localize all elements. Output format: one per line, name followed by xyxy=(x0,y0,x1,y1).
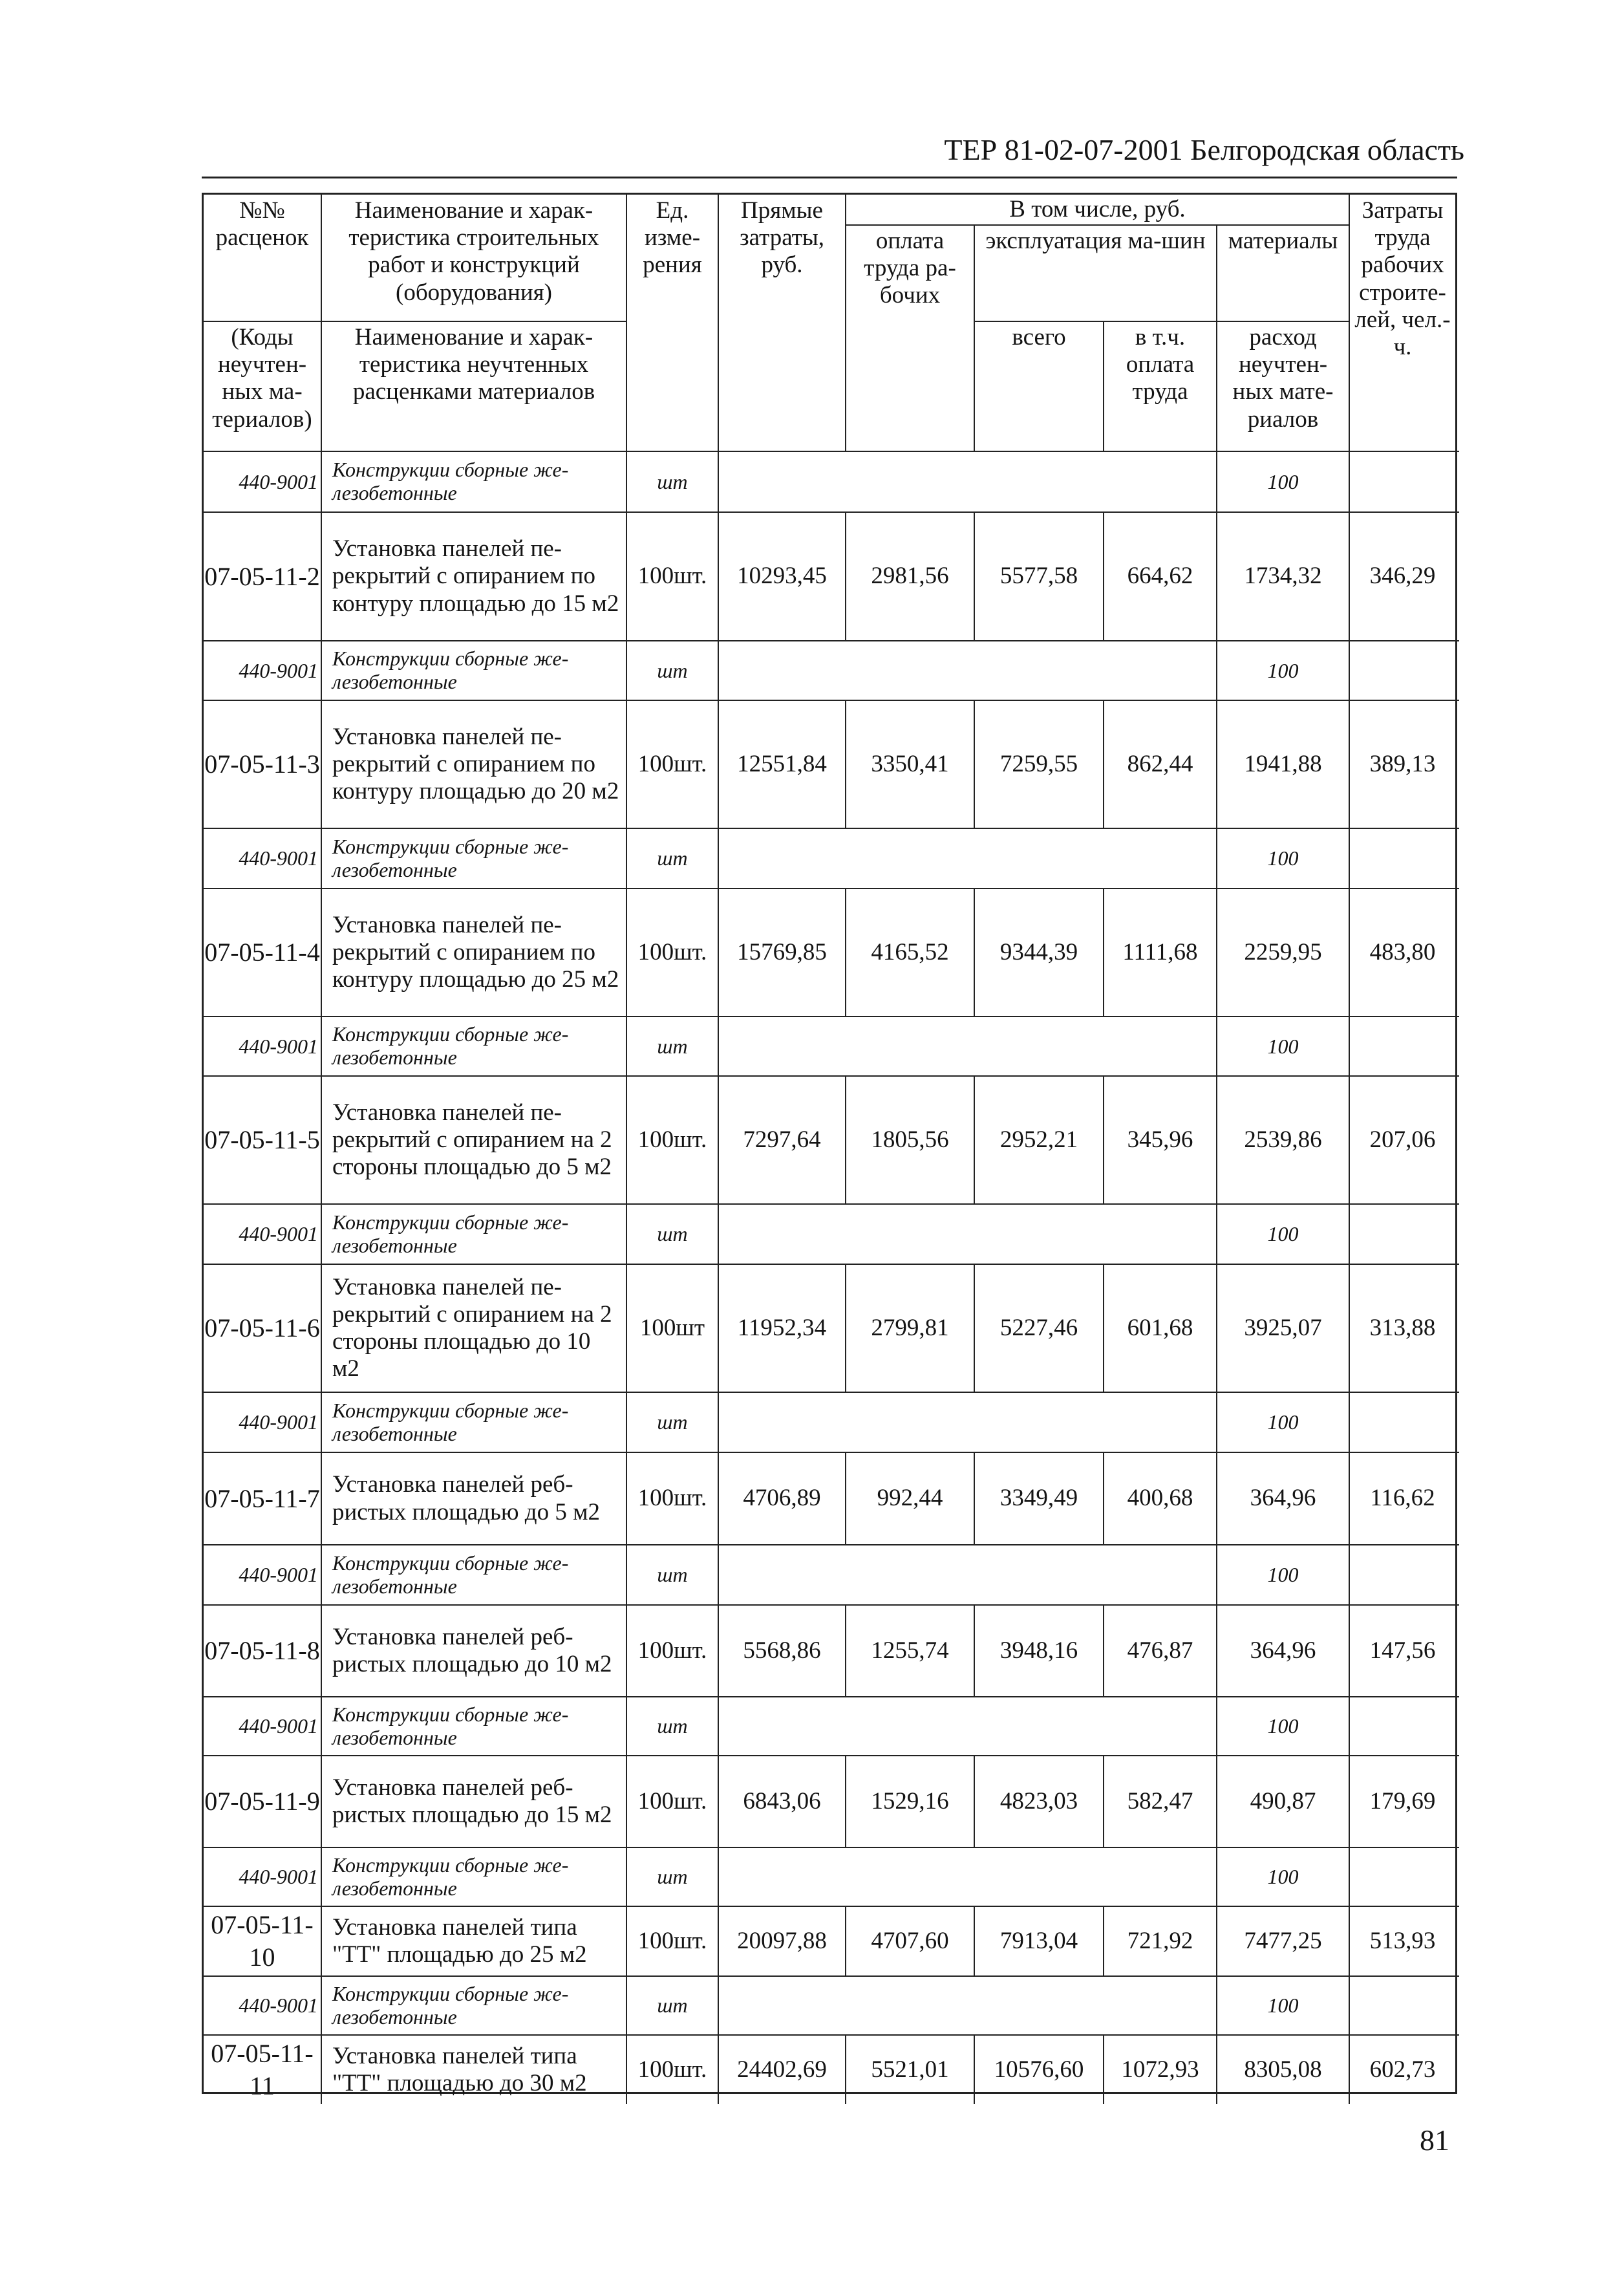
grid-line xyxy=(1349,1545,1350,1604)
worker-pay: 992,44 xyxy=(877,1485,943,1512)
worker-pay: 2981,56 xyxy=(871,563,949,590)
grid-line xyxy=(1216,1756,1217,1847)
material-code: 440-9001 xyxy=(239,1222,318,1246)
grid-line xyxy=(1216,1017,1217,1075)
work-name: Установка панелей пе-рекрытий с опиранием на 2 стороны площадью до 10 м2 xyxy=(332,1273,612,1383)
material-unit: шт xyxy=(657,1410,688,1434)
unit-value: 100шт. xyxy=(637,1126,707,1153)
direct-cost: 7297,64 xyxy=(743,1126,821,1153)
material-unit: шт xyxy=(657,1034,688,1058)
rate-code: 07-05-11-11 xyxy=(211,2039,314,2100)
grid-line xyxy=(718,1848,719,1906)
material-name: Конструкции сборные же-лезобетонные xyxy=(332,1853,569,1900)
unit-value: 100шт. xyxy=(637,938,707,965)
header-materials: материалы xyxy=(1228,228,1338,254)
rate-code: 07-05-11-4 xyxy=(204,938,320,967)
grid-line xyxy=(1349,452,1350,511)
grid-line xyxy=(321,701,322,828)
material-code: 440-9001 xyxy=(239,658,318,682)
grid-line xyxy=(1349,1977,1350,2034)
grid-line xyxy=(321,1393,322,1452)
header-incl-pay: в т.ч. оплата труда xyxy=(1126,324,1195,405)
grid-line xyxy=(321,1077,322,1203)
material-unit: шт xyxy=(657,846,688,870)
material-code: 440-9001 xyxy=(239,1714,318,1738)
material-name: Конструкции сборные же-лезобетонные xyxy=(332,1210,569,1257)
grid-line xyxy=(1103,513,1104,640)
labor-cost: 389,13 xyxy=(1369,750,1436,777)
labor-cost: 207,06 xyxy=(1369,1126,1436,1153)
grid-line xyxy=(1349,2036,1350,2104)
material-name: Конструкции сборные же-лезобетонные xyxy=(332,834,569,881)
grid-line xyxy=(626,829,627,888)
grid-line xyxy=(718,889,719,1016)
material-name: Конструкции сборные же-лезобетонные xyxy=(332,1981,569,2029)
grid-line xyxy=(845,224,1349,226)
material-name: Конструкции сборные же-лезобетонные xyxy=(332,458,569,504)
grid-line xyxy=(1349,829,1350,888)
grid-line xyxy=(1349,1265,1350,1392)
work-name: Установка панелей пе-рекрытий с опиранием по контуру площадью до 25 м2 xyxy=(332,911,619,993)
rates-table xyxy=(202,193,1457,2100)
material-name: Конструкции сборные же-лезобетонные xyxy=(332,1398,569,1445)
grid-line xyxy=(626,1545,627,1604)
material-name: Конструкции сборные же-лезобетонные xyxy=(332,1702,569,1749)
work-name: Установка панелей реб-ристых площадью до 5 м2 xyxy=(332,1471,601,1525)
grid-line xyxy=(626,1977,627,2034)
grid-line xyxy=(626,1697,627,1755)
header-codes: (Коды неучтен-ных ма-териалов) xyxy=(212,324,312,433)
machines-total: 9344,39 xyxy=(999,938,1078,965)
worker-pay: 4707,60 xyxy=(871,1927,949,1954)
material-code: 440-9001 xyxy=(239,1865,318,1889)
grid-line xyxy=(626,1756,627,1847)
direct-cost: 10293,45 xyxy=(737,563,827,590)
grid-line xyxy=(845,701,846,828)
worker-pay: 3350,41 xyxy=(871,750,949,777)
worker-pay: 1805,56 xyxy=(871,1126,949,1153)
materials-cost: 1941,88 xyxy=(1244,750,1322,777)
unit-value: 100шт. xyxy=(637,1637,707,1664)
work-name: Установка панелей типа "ТТ" площадью до 25 м2 xyxy=(332,1913,587,1968)
machines-total: 2952,21 xyxy=(999,1126,1078,1153)
header-unit: Ед. изме-рения xyxy=(643,197,702,279)
grid-line xyxy=(1216,1205,1217,1264)
grid-line xyxy=(1349,1453,1350,1544)
material-qty: 100 xyxy=(1267,1034,1299,1058)
material-unit: шт xyxy=(657,1563,688,1587)
grid-line xyxy=(974,1606,975,1696)
grid-line xyxy=(1216,1393,1217,1452)
grid-line xyxy=(626,1077,627,1203)
rate-code: 07-05-11-8 xyxy=(204,1636,320,1665)
header-all: всего xyxy=(1012,324,1066,350)
grid-line xyxy=(626,2036,627,2104)
grid-line xyxy=(1103,889,1104,1016)
header-material-consumption: расход неучтен-ных мате-риалов xyxy=(1232,324,1334,433)
material-qty: 100 xyxy=(1267,1222,1299,1246)
grid-line xyxy=(1103,1756,1104,1847)
grid-line xyxy=(1216,1977,1217,2034)
header-name: Наименование и харак-теристика строительных работ и конструкций (оборудования) xyxy=(348,197,599,306)
machines-total: 3349,49 xyxy=(999,1485,1078,1512)
grid-line xyxy=(321,1205,322,1264)
worker-pay: 5521,01 xyxy=(871,2056,949,2083)
labor-cost: 346,29 xyxy=(1369,563,1436,590)
rate-code: 07-05-11-5 xyxy=(204,1125,320,1154)
grid-line xyxy=(1349,1697,1350,1755)
header-num-line2: расценок xyxy=(215,224,309,252)
grid-line xyxy=(1103,2036,1104,2104)
grid-line xyxy=(974,1265,975,1392)
rate-code: 07-05-11-10 xyxy=(211,1910,314,1972)
worker-pay: 1255,74 xyxy=(871,1637,949,1664)
grid-line xyxy=(1349,1393,1350,1452)
material-unit: шт xyxy=(657,1714,688,1738)
grid-line xyxy=(626,195,627,451)
grid-line xyxy=(718,1606,719,1696)
direct-cost: 5568,86 xyxy=(743,1637,821,1664)
header-pay: оплата труда ра-бочих xyxy=(864,228,956,309)
material-qty: 100 xyxy=(1267,658,1299,682)
grid-line xyxy=(321,1265,322,1392)
header-material-name: Наименование и харак-теристика неучтенных расценками материалов xyxy=(352,324,595,405)
document-header: ТЕР 81-02-07-2001 Белгородская область xyxy=(944,133,1464,166)
grid-line xyxy=(1103,1077,1104,1203)
machines-total: 3948,16 xyxy=(999,1637,1078,1664)
grid-line xyxy=(974,513,975,640)
grid-line xyxy=(718,1205,719,1264)
grid-line xyxy=(321,195,322,451)
grid-line xyxy=(1216,2036,1217,2104)
grid-line xyxy=(321,452,322,511)
grid-line xyxy=(1216,1848,1217,1906)
machines-total: 4823,03 xyxy=(999,1787,1078,1814)
unit-value: 100шт. xyxy=(637,750,707,777)
grid-line xyxy=(718,1756,719,1847)
unit-value: 100шт. xyxy=(637,1485,707,1512)
header-rule xyxy=(202,177,1457,178)
grid-line xyxy=(1216,1265,1217,1392)
machines-pay: 601,68 xyxy=(1127,1314,1193,1341)
rate-code: 07-05-11-7 xyxy=(204,1483,320,1513)
material-code: 440-9001 xyxy=(239,1563,318,1587)
grid-line xyxy=(718,1077,719,1203)
machines-pay: 345,96 xyxy=(1127,1126,1193,1153)
grid-line xyxy=(1103,1907,1104,1975)
machines-pay: 1111,68 xyxy=(1122,938,1198,965)
material-unit: шт xyxy=(657,658,688,682)
grid-line xyxy=(1216,1545,1217,1604)
work-name: Установка панелей пе-рекрытий с опиранием на 2 стороны площадью до 5 м2 xyxy=(332,1099,612,1181)
direct-cost: 20097,88 xyxy=(737,1927,827,1954)
machines-total: 7259,55 xyxy=(999,750,1078,777)
materials-cost: 8305,08 xyxy=(1244,2056,1322,2083)
unit-value: 100шт xyxy=(639,1314,705,1341)
grid-line xyxy=(1216,641,1217,700)
grid-line xyxy=(1103,321,1104,451)
grid-line xyxy=(321,1907,322,1975)
grid-line xyxy=(845,513,846,640)
grid-line xyxy=(321,889,322,1016)
grid-line xyxy=(718,1265,719,1392)
grid-line xyxy=(1103,1265,1104,1392)
grid-line xyxy=(626,513,627,640)
grid-line xyxy=(321,1453,322,1544)
grid-line xyxy=(845,1907,846,1975)
material-qty: 100 xyxy=(1267,1563,1299,1587)
header-machines: эксплуатация ма-шин xyxy=(985,228,1206,254)
grid-line xyxy=(626,1606,627,1696)
grid-line xyxy=(974,1453,975,1544)
grid-line xyxy=(974,225,975,451)
grid-line xyxy=(718,1017,719,1075)
material-unit: шт xyxy=(657,469,688,493)
material-qty: 100 xyxy=(1267,1865,1299,1889)
header-num xyxy=(204,195,321,321)
work-name: Установка панелей пе-рекрытий с опиранием по контуру площадью до 20 м2 xyxy=(332,723,619,805)
material-code: 440-9001 xyxy=(239,846,318,870)
grid-line xyxy=(974,701,975,828)
grid-line xyxy=(1216,513,1217,640)
grid-line xyxy=(321,513,322,640)
grid-line xyxy=(974,1077,975,1203)
material-qty: 100 xyxy=(1267,1410,1299,1434)
header-num-line1: №№ xyxy=(239,197,285,224)
grid-line xyxy=(845,195,846,451)
grid-line xyxy=(321,1017,322,1075)
grid-line xyxy=(1349,1848,1350,1906)
direct-cost: 11952,34 xyxy=(737,1314,827,1341)
materials-cost: 3925,07 xyxy=(1244,1314,1322,1341)
grid-line xyxy=(626,641,627,700)
grid-line xyxy=(1216,829,1217,888)
grid-line xyxy=(718,1977,719,2034)
grid-line xyxy=(1216,1907,1217,1975)
labor-cost: 179,69 xyxy=(1369,1787,1436,1814)
grid-line xyxy=(626,1205,627,1264)
grid-line xyxy=(626,1265,627,1392)
grid-line xyxy=(626,452,627,511)
machines-total: 5227,46 xyxy=(999,1314,1078,1341)
grid-line xyxy=(845,1453,846,1544)
direct-cost: 12551,84 xyxy=(737,750,827,777)
material-qty: 100 xyxy=(1267,846,1299,870)
grid-line xyxy=(1216,1077,1217,1203)
grid-line xyxy=(718,1697,719,1755)
grid-line xyxy=(845,1077,846,1203)
material-code: 440-9001 xyxy=(239,1994,318,2018)
grid-line xyxy=(718,829,719,888)
grid-line xyxy=(321,1545,322,1604)
material-unit: шт xyxy=(657,1865,688,1889)
material-unit: шт xyxy=(657,1994,688,2018)
grid-line xyxy=(626,1393,627,1452)
grid-line xyxy=(1216,1606,1217,1696)
grid-line xyxy=(718,513,719,640)
grid-line xyxy=(626,1453,627,1544)
grid-line xyxy=(1349,195,1350,451)
grid-line xyxy=(626,1017,627,1075)
grid-line xyxy=(845,889,846,1016)
grid-line xyxy=(1216,225,1217,451)
header-incl: В том числе, руб. xyxy=(1009,196,1186,223)
grid-line xyxy=(845,2036,846,2104)
grid-line xyxy=(1349,1017,1350,1075)
grid-line xyxy=(974,1907,975,1975)
grid-line xyxy=(1216,1453,1217,1544)
grid-line xyxy=(845,1265,846,1392)
grid-line xyxy=(1349,1606,1350,1696)
machines-pay: 582,47 xyxy=(1127,1787,1193,1814)
material-name: Конструкции сборные же-лезобетонные xyxy=(332,1551,569,1598)
materials-cost: 1734,32 xyxy=(1244,563,1322,590)
direct-cost: 24402,69 xyxy=(737,2056,827,2083)
labor-cost: 313,88 xyxy=(1369,1314,1436,1341)
machines-pay: 476,87 xyxy=(1127,1637,1193,1664)
grid-line xyxy=(718,1907,719,1975)
material-name: Конструкции сборные же-лезобетонные xyxy=(332,647,569,693)
worker-pay: 2799,81 xyxy=(871,1314,949,1341)
grid-line xyxy=(718,2036,719,2104)
labor-cost: 116,62 xyxy=(1370,1485,1435,1512)
materials-cost: 2259,95 xyxy=(1244,938,1322,965)
grid-line xyxy=(321,1977,322,2034)
grid-line xyxy=(718,1453,719,1544)
grid-line xyxy=(1349,1077,1350,1203)
labor-cost: 602,73 xyxy=(1369,2056,1436,2083)
materials-cost: 490,87 xyxy=(1250,1787,1316,1814)
unit-value: 100шт. xyxy=(637,1927,707,1954)
grid-line xyxy=(321,1756,322,1847)
work-name: Установка панелей реб-ристых площадью до 15 м2 xyxy=(332,1774,612,1828)
grid-line xyxy=(1349,641,1350,700)
grid-line xyxy=(718,195,719,451)
grid-line xyxy=(718,1393,719,1452)
rate-code: 07-05-11-9 xyxy=(204,1787,320,1816)
materials-cost: 364,96 xyxy=(1250,1637,1316,1664)
grid-line xyxy=(1216,452,1217,511)
material-name: Конструкции сборные же-лезобетонные xyxy=(332,1022,569,1069)
grid-line xyxy=(1103,701,1104,828)
header-labor: Затраты труда рабочих строите-лей, чел.-ч. xyxy=(1354,197,1451,360)
machines-pay: 664,62 xyxy=(1127,563,1193,590)
header-direct: Прямые затраты, руб. xyxy=(740,197,824,279)
direct-cost: 4706,89 xyxy=(743,1485,821,1512)
grid-line xyxy=(1216,1697,1217,1755)
material-code: 440-9001 xyxy=(239,469,318,493)
work-name: Установка панелей реб-ристых площадью до 10 м2 xyxy=(332,1623,612,1677)
page-number: 81 xyxy=(1420,2124,1449,2157)
material-qty: 100 xyxy=(1267,1714,1299,1738)
grid-line xyxy=(845,1756,846,1847)
unit-value: 100шт. xyxy=(637,2056,707,2083)
machines-pay: 721,92 xyxy=(1127,1927,1193,1954)
material-code: 440-9001 xyxy=(239,1034,318,1058)
grid-line xyxy=(321,2036,322,2104)
grid-line xyxy=(626,1907,627,1975)
materials-cost: 364,96 xyxy=(1250,1485,1316,1512)
grid-line xyxy=(718,452,719,511)
unit-value: 100шт. xyxy=(637,563,707,590)
grid-line xyxy=(1349,1205,1350,1264)
labor-cost: 483,80 xyxy=(1369,938,1436,965)
machines-pay: 862,44 xyxy=(1127,750,1193,777)
material-unit: шт xyxy=(657,1222,688,1246)
worker-pay: 4165,52 xyxy=(871,938,949,965)
grid-line xyxy=(321,829,322,888)
grid-line xyxy=(974,889,975,1016)
grid-line xyxy=(1349,1907,1350,1975)
rate-code: 07-05-11-3 xyxy=(204,749,320,779)
grid-line xyxy=(1216,701,1217,828)
labor-cost: 513,93 xyxy=(1369,1927,1436,1954)
materials-cost: 2539,86 xyxy=(1244,1126,1322,1153)
grid-line xyxy=(718,701,719,828)
grid-line xyxy=(974,1756,975,1847)
material-code: 440-9001 xyxy=(239,1410,318,1434)
grid-line xyxy=(1216,889,1217,1016)
worker-pay: 1529,16 xyxy=(871,1787,949,1814)
unit-value: 100шт. xyxy=(637,1787,707,1814)
grid-line xyxy=(1349,701,1350,828)
machines-pay: 400,68 xyxy=(1127,1485,1193,1512)
material-qty: 100 xyxy=(1267,1994,1299,2018)
material-qty: 100 xyxy=(1267,469,1299,493)
grid-line xyxy=(1349,889,1350,1016)
grid-line xyxy=(718,1545,719,1604)
grid-line xyxy=(974,321,1349,322)
grid-line xyxy=(1103,1606,1104,1696)
grid-line xyxy=(718,641,719,700)
work-name: Установка панелей типа "ТТ" площадью до 30 м2 xyxy=(332,2042,587,2096)
labor-cost: 147,56 xyxy=(1369,1637,1436,1664)
rate-code: 07-05-11-6 xyxy=(204,1313,320,1342)
grid-line xyxy=(321,1697,322,1755)
grid-line xyxy=(626,1848,627,1906)
machines-total: 10576,60 xyxy=(994,2056,1084,2083)
rate-code: 07-05-11-2 xyxy=(204,561,320,591)
machines-pay: 1072,93 xyxy=(1121,2056,1199,2083)
grid-line xyxy=(204,321,626,322)
grid-line xyxy=(1349,1756,1350,1847)
grid-line xyxy=(845,1606,846,1696)
grid-line xyxy=(321,1606,322,1696)
machines-total: 7913,04 xyxy=(999,1927,1078,1954)
grid-line xyxy=(321,1848,322,1906)
direct-cost: 15769,85 xyxy=(737,938,827,965)
grid-line xyxy=(626,701,627,828)
grid-line xyxy=(974,2036,975,2104)
work-name: Установка панелей пе-рекрытий с опиранием по контуру площадью до 15 м2 xyxy=(332,535,619,617)
grid-line xyxy=(321,641,322,700)
machines-total: 5577,58 xyxy=(999,563,1078,590)
grid-line xyxy=(626,889,627,1016)
grid-line xyxy=(1103,1453,1104,1544)
direct-cost: 6843,06 xyxy=(743,1787,821,1814)
materials-cost: 7477,25 xyxy=(1244,1927,1322,1954)
grid-line xyxy=(1349,513,1350,640)
